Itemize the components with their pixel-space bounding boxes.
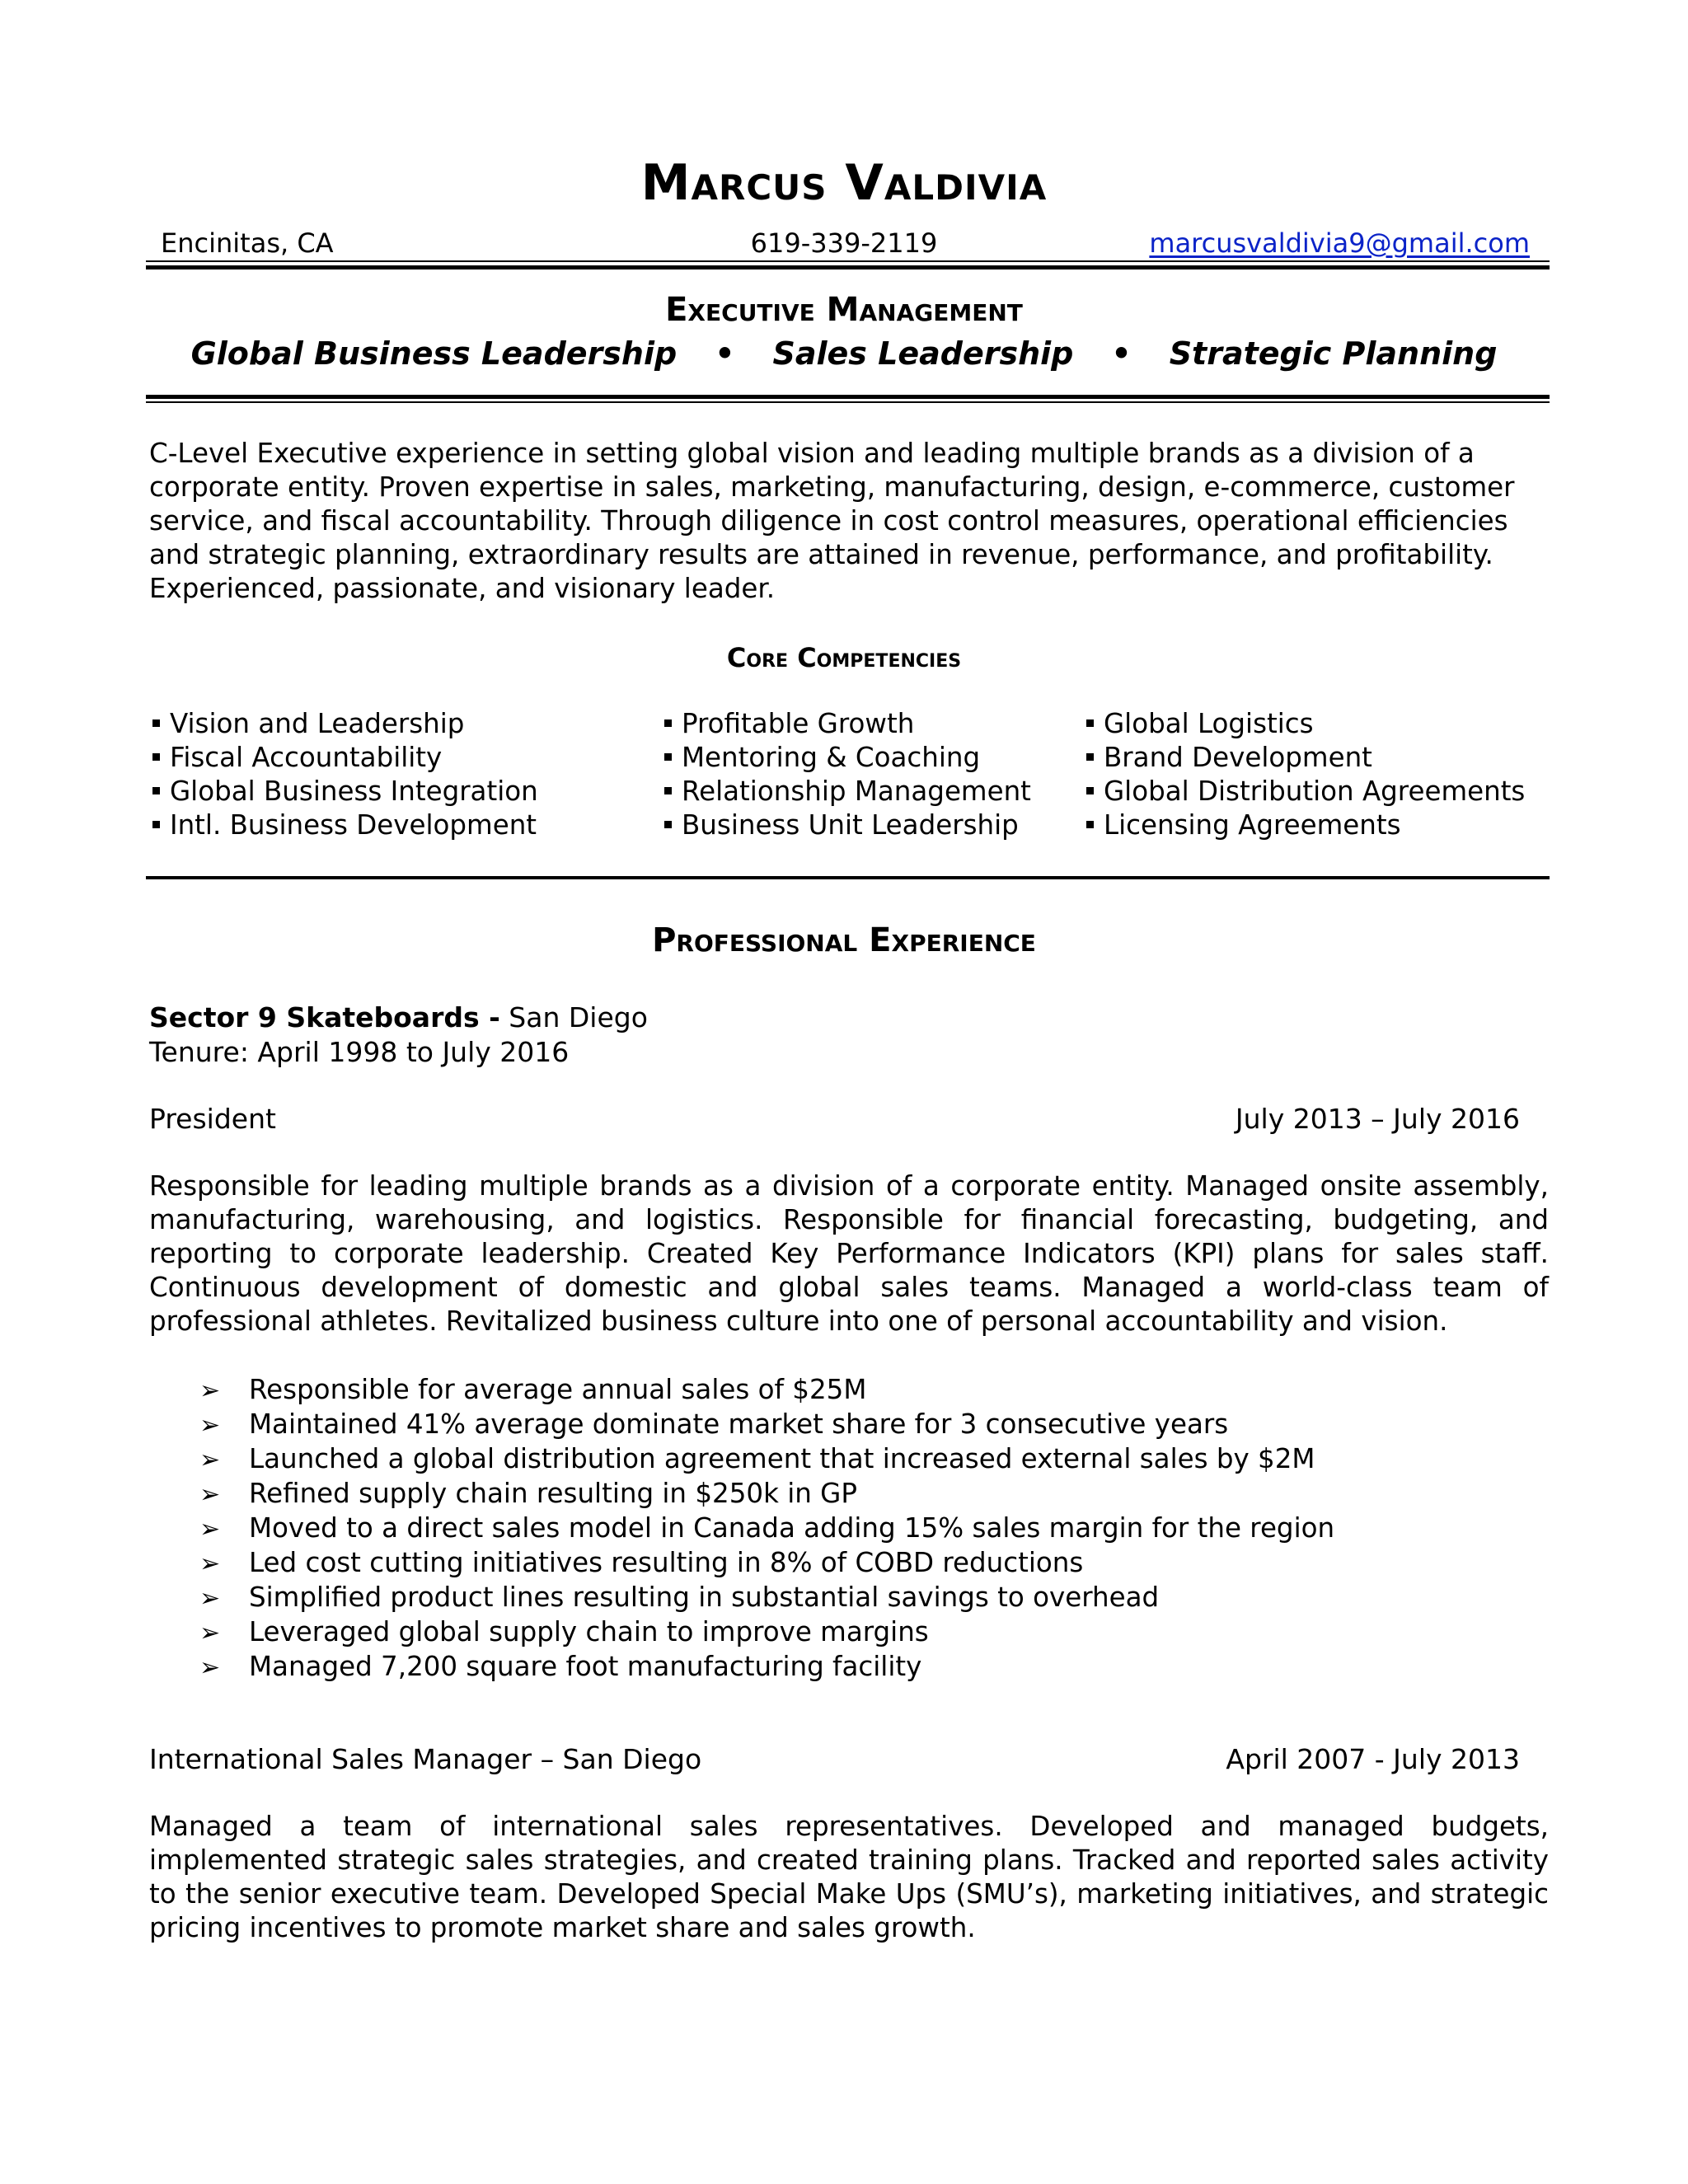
headline-title: Executive Management <box>665 291 1023 329</box>
focus-area: Strategic Planning <box>1169 335 1498 372</box>
competency-item: Brand Development <box>1086 741 1525 775</box>
square-bullet-icon <box>152 719 160 727</box>
achievement-item: ➢ Responsible for average annual sales of $25M <box>199 1373 1334 1408</box>
experience-title: Professional Experience <box>652 921 1036 959</box>
contact-city: Encinitas, CA <box>161 227 334 259</box>
section-divider <box>146 876 1550 879</box>
company-line <box>149 1001 648 1035</box>
competency-item: Licensing Agreements <box>1086 808 1525 842</box>
achievement-item: ➢ Moved to a direct sales model in Canada adding 15% sales margin for the region <box>199 1511 1334 1546</box>
square-bullet-icon <box>152 821 160 828</box>
achievement-item: ➢ Refined supply chain resulting in $250k in GP <box>199 1477 1334 1511</box>
achievement-list <box>199 1373 1334 1685</box>
arrow-bullet-icon: ➢ <box>199 1446 221 1474</box>
square-bullet-icon <box>152 753 160 761</box>
contact-phone: 619-339-2119 <box>750 227 938 259</box>
candidate-name: Marcus Valdivia <box>640 154 1048 212</box>
square-bullet-icon <box>664 787 672 794</box>
bullet-separator: • <box>1111 335 1132 372</box>
arrow-bullet-icon: ➢ <box>199 1549 221 1578</box>
achievement-item: ➢ Leveraged global supply chain to improve margins <box>199 1615 1334 1650</box>
header-divider-top <box>146 260 1550 262</box>
square-bullet-icon <box>1086 787 1094 794</box>
role-dates: July 2013 – July 2016 <box>1235 1103 1520 1135</box>
square-bullet-icon <box>664 821 672 828</box>
competency-item: Global Distribution Agreements <box>1086 775 1525 808</box>
role-description: Responsible for leading multiple brands as a division of a corporate entity. Managed onsite assembly, manufacturing, warehousing, and logistics. Responsible for financial forecasting, budgeting, and reporting to corporate leadership. Created Key Performance Indicators (KPI) plans for sales staff. Continuous development of domestic and global sales teams. Managed a world-class team of professional athletes. Revitalized business culture into one of personal accountability and vision. <box>149 1170 1549 1337</box>
arrow-bullet-icon: ➢ <box>199 1584 221 1613</box>
achievement-item: ➢ Maintained 41% average dominate market share for 3 consecutive years <box>199 1408 1334 1442</box>
square-bullet-icon <box>1086 719 1094 727</box>
competency-item: Fiscal Accountability <box>152 741 538 775</box>
arrow-bullet-icon: ➢ <box>199 1411 221 1440</box>
arrow-bullet-icon: ➢ <box>199 1480 221 1509</box>
achievement-item: ➢ Launched a global distribution agreement that increased external sales by $2M <box>199 1442 1334 1477</box>
role-description: Managed a team of international sales representatives. Developed and managed budgets, implemented strategic sales strategies, and created training plans. Tracked and reported sales activity to the senior executive team. Developed Special Make Ups (SMU’s), marketing initiatives, and strategic pricing incentives to promote market share and sales growth. <box>149 1811 1549 1943</box>
achievement-item: ➢ Led cost cutting initiatives resulting in 8% of COBD reductions <box>199 1546 1334 1581</box>
achievement-item: ➢ Simplified product lines resulting in substantial savings to overhead <box>199 1581 1334 1615</box>
role-title: President <box>149 1103 276 1135</box>
square-bullet-icon <box>1086 821 1094 828</box>
bullet-separator: • <box>715 335 735 372</box>
summary-paragraph: C-Level Executive experience in setting global vision and leading multiple brands as a division of a corporate entity. Proven expertise in sales, marketing, manufacturing, design, e-commerce, customer service, and fiscal accountability. Through diligence in cost control measures, operational efficiencies and strategic planning, extraordinary results are attained in revenue, performance, and profitability. Experienced, passionate, and visionary leader. <box>149 438 1515 604</box>
competency-item: Relationship Management <box>664 775 1031 808</box>
focus-areas <box>0 334 1688 373</box>
arrow-bullet-icon: ➢ <box>199 1653 221 1682</box>
role-dates: April 2007 - July 2013 <box>1226 1743 1520 1775</box>
header-divider-bottom <box>146 265 1550 269</box>
competency-item: Business Unit Leadership <box>664 808 1031 842</box>
headline-divider-top <box>146 395 1550 399</box>
headline-divider-bottom <box>146 401 1550 403</box>
contact-email-link[interactable]: marcusvaldivia9@gmail.com <box>1149 227 1530 259</box>
competency-item: Global Logistics <box>1086 707 1525 741</box>
focus-area: Global Business Leadership <box>190 335 678 372</box>
focus-area: Sales Leadership <box>772 335 1074 372</box>
competency-item: Intl. Business Development <box>152 808 538 842</box>
arrow-bullet-icon: ➢ <box>199 1515 221 1544</box>
competency-item: Global Business Integration <box>152 775 538 808</box>
company-tenure: Tenure: April 1998 to July 2016 <box>149 1036 570 1068</box>
arrow-bullet-icon: ➢ <box>199 1619 221 1647</box>
company-name: Sector 9 Skateboards - <box>149 1001 500 1033</box>
achievement-item: ➢ Managed 7,200 square foot manufacturing facility <box>199 1650 1334 1685</box>
core-competencies-title: Core Competencies <box>726 642 962 673</box>
square-bullet-icon <box>1086 753 1094 761</box>
competency-column <box>1086 707 1525 842</box>
competency-column <box>664 707 1031 842</box>
competency-item: Vision and Leadership <box>152 707 538 741</box>
company-location: San Diego <box>509 1001 648 1033</box>
square-bullet-icon <box>152 787 160 794</box>
competency-item: Mentoring & Coaching <box>664 741 1031 775</box>
square-bullet-icon <box>664 719 672 727</box>
competency-column <box>152 707 538 842</box>
competency-item: Profitable Growth <box>664 707 1031 741</box>
arrow-bullet-icon: ➢ <box>199 1376 221 1405</box>
square-bullet-icon <box>664 753 672 761</box>
role-title: International Sales Manager – San Diego <box>149 1743 702 1775</box>
